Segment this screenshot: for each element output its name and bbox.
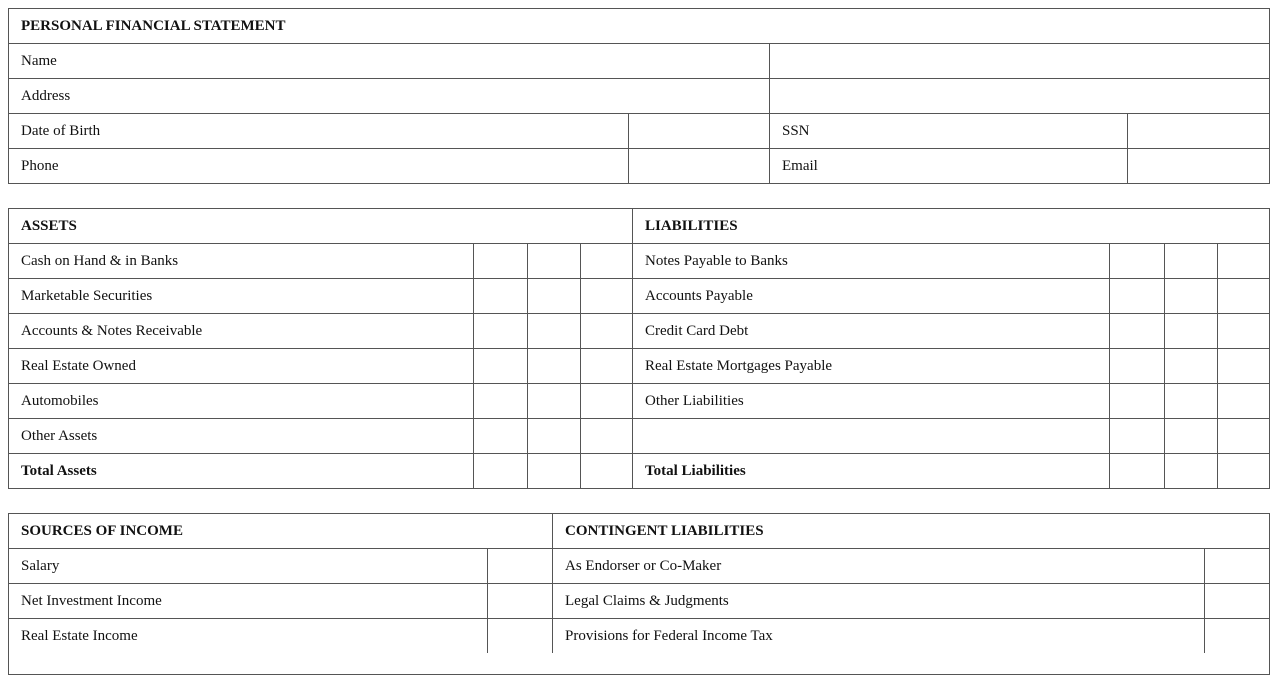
- asset-amount-field[interactable]: [473, 454, 527, 488]
- table-row: [9, 383, 1269, 418]
- income-amount-field[interactable]: [487, 619, 552, 653]
- liability-amount-field[interactable]: [1217, 314, 1269, 348]
- liability-label: [632, 419, 1109, 453]
- table-row: [9, 618, 1269, 653]
- asset-amount-field[interactable]: [473, 384, 527, 418]
- asset-amount-field[interactable]: [473, 314, 527, 348]
- table-row: [9, 583, 1269, 618]
- liability-amount-field[interactable]: [1164, 384, 1217, 418]
- email-field[interactable]: [1127, 149, 1269, 183]
- asset-amount-field[interactable]: [580, 314, 632, 348]
- address-label: Address: [21, 87, 71, 104]
- dob-ssn-row: [9, 113, 1269, 148]
- asset-amount-field[interactable]: [473, 244, 527, 278]
- email-label: Email: [769, 149, 1127, 183]
- contingent-label: As Endorser or Co-Maker: [552, 549, 1204, 583]
- asset-amount-field[interactable]: [580, 454, 632, 488]
- liability-amount-field[interactable]: [1217, 279, 1269, 313]
- asset-amount-field[interactable]: [473, 279, 527, 313]
- asset-label: Other Assets: [21, 427, 98, 444]
- liability-amount-field[interactable]: [1164, 314, 1217, 348]
- asset-amount-field[interactable]: [527, 349, 580, 383]
- totals-row: [9, 453, 1269, 488]
- name-label: Name: [21, 52, 57, 69]
- liability-label: Accounts Payable: [632, 279, 1109, 313]
- liability-label: Real Estate Mortgages Payable: [632, 349, 1109, 383]
- asset-label: Accounts & Notes Receivable: [21, 322, 203, 339]
- liability-amount-field[interactable]: [1109, 279, 1164, 313]
- liability-amount-field[interactable]: [1217, 419, 1269, 453]
- phone-field[interactable]: [628, 149, 769, 183]
- liability-amount-field[interactable]: [1217, 454, 1269, 488]
- name-field[interactable]: [769, 44, 1269, 78]
- asset-amount-field[interactable]: [527, 314, 580, 348]
- asset-amount-field[interactable]: [527, 244, 580, 278]
- liability-amount-field[interactable]: [1164, 349, 1217, 383]
- asset-amount-field[interactable]: [580, 349, 632, 383]
- table-row: [9, 243, 1269, 278]
- contingent-label: Legal Claims & Judgments: [552, 584, 1204, 618]
- form-title: PERSONAL FINANCIAL STATEMENT: [21, 17, 286, 34]
- liability-amount-field[interactable]: [1164, 279, 1217, 313]
- table-row: [9, 548, 1269, 583]
- liability-amount-field[interactable]: [1217, 244, 1269, 278]
- table-row: [9, 418, 1269, 453]
- table-row: [9, 278, 1269, 313]
- liability-amount-field[interactable]: [1217, 384, 1269, 418]
- contingent-amount-field[interactable]: [1204, 549, 1269, 583]
- address-field[interactable]: [769, 79, 1269, 113]
- contingent-amount-field[interactable]: [1204, 619, 1269, 653]
- contingent-amount-field[interactable]: [1204, 584, 1269, 618]
- total-liabilities-label: Total Liabilities: [632, 454, 1109, 488]
- asset-amount-field[interactable]: [580, 279, 632, 313]
- asset-amount-field[interactable]: [473, 349, 527, 383]
- liability-amount-field[interactable]: [1109, 244, 1164, 278]
- asset-label: Cash on Hand & in Banks: [21, 252, 179, 269]
- address-row: [9, 78, 1269, 113]
- liability-amount-field[interactable]: [1164, 419, 1217, 453]
- liability-label: Credit Card Debt: [632, 314, 1109, 348]
- personal-info-table: [8, 8, 1270, 184]
- asset-amount-field[interactable]: [473, 419, 527, 453]
- liability-amount-field[interactable]: [1109, 314, 1164, 348]
- asset-amount-field[interactable]: [527, 419, 580, 453]
- income-amount-field[interactable]: [487, 584, 552, 618]
- income-contingent-header-row: [9, 514, 1269, 548]
- asset-label: Automobiles: [21, 392, 99, 409]
- liability-amount-field[interactable]: [1109, 419, 1164, 453]
- asset-amount-field[interactable]: [527, 384, 580, 418]
- liability-amount-field[interactable]: [1109, 349, 1164, 383]
- personal-title-row: [9, 9, 1269, 43]
- asset-label: Real Estate Owned: [21, 357, 136, 374]
- assets-liabilities-header-row: [9, 209, 1269, 243]
- contingent-title: CONTINGENT LIABILITIES: [552, 514, 1269, 548]
- asset-label: Marketable Securities: [21, 287, 153, 304]
- dob-label: Date of Birth: [21, 122, 101, 139]
- contingent-label: Provisions for Federal Income Tax: [552, 619, 1204, 653]
- asset-amount-field[interactable]: [527, 454, 580, 488]
- table-row: [9, 313, 1269, 348]
- liability-amount-field[interactable]: [1217, 349, 1269, 383]
- ssn-label: SSN: [769, 114, 1127, 148]
- phone-label: Phone: [21, 157, 59, 174]
- income-title: SOURCES OF INCOME: [21, 522, 183, 539]
- asset-amount-field[interactable]: [580, 384, 632, 418]
- income-contingent-table: [8, 513, 1270, 675]
- assets-title: ASSETS: [21, 217, 77, 234]
- table-row: [9, 348, 1269, 383]
- liabilities-title: LIABILITIES: [632, 209, 1269, 243]
- income-label: Real Estate Income: [21, 627, 138, 644]
- dob-field[interactable]: [628, 114, 769, 148]
- income-label: Salary: [21, 557, 60, 574]
- liability-amount-field[interactable]: [1109, 454, 1164, 488]
- income-label: Net Investment Income: [21, 592, 162, 609]
- liability-amount-field[interactable]: [1109, 384, 1164, 418]
- liability-amount-field[interactable]: [1164, 244, 1217, 278]
- income-amount-field[interactable]: [487, 549, 552, 583]
- name-row: [9, 43, 1269, 78]
- ssn-field[interactable]: [1127, 114, 1269, 148]
- asset-amount-field[interactable]: [527, 279, 580, 313]
- liability-label: Other Liabilities: [632, 384, 1109, 418]
- liability-label: Notes Payable to Banks: [632, 244, 1109, 278]
- liability-amount-field[interactable]: [1164, 454, 1217, 488]
- asset-amount-field[interactable]: [580, 244, 632, 278]
- total-assets-label: Total Assets: [21, 462, 97, 479]
- assets-liabilities-table: [8, 208, 1270, 489]
- phone-email-row: [9, 148, 1269, 183]
- asset-amount-field[interactable]: [580, 419, 632, 453]
